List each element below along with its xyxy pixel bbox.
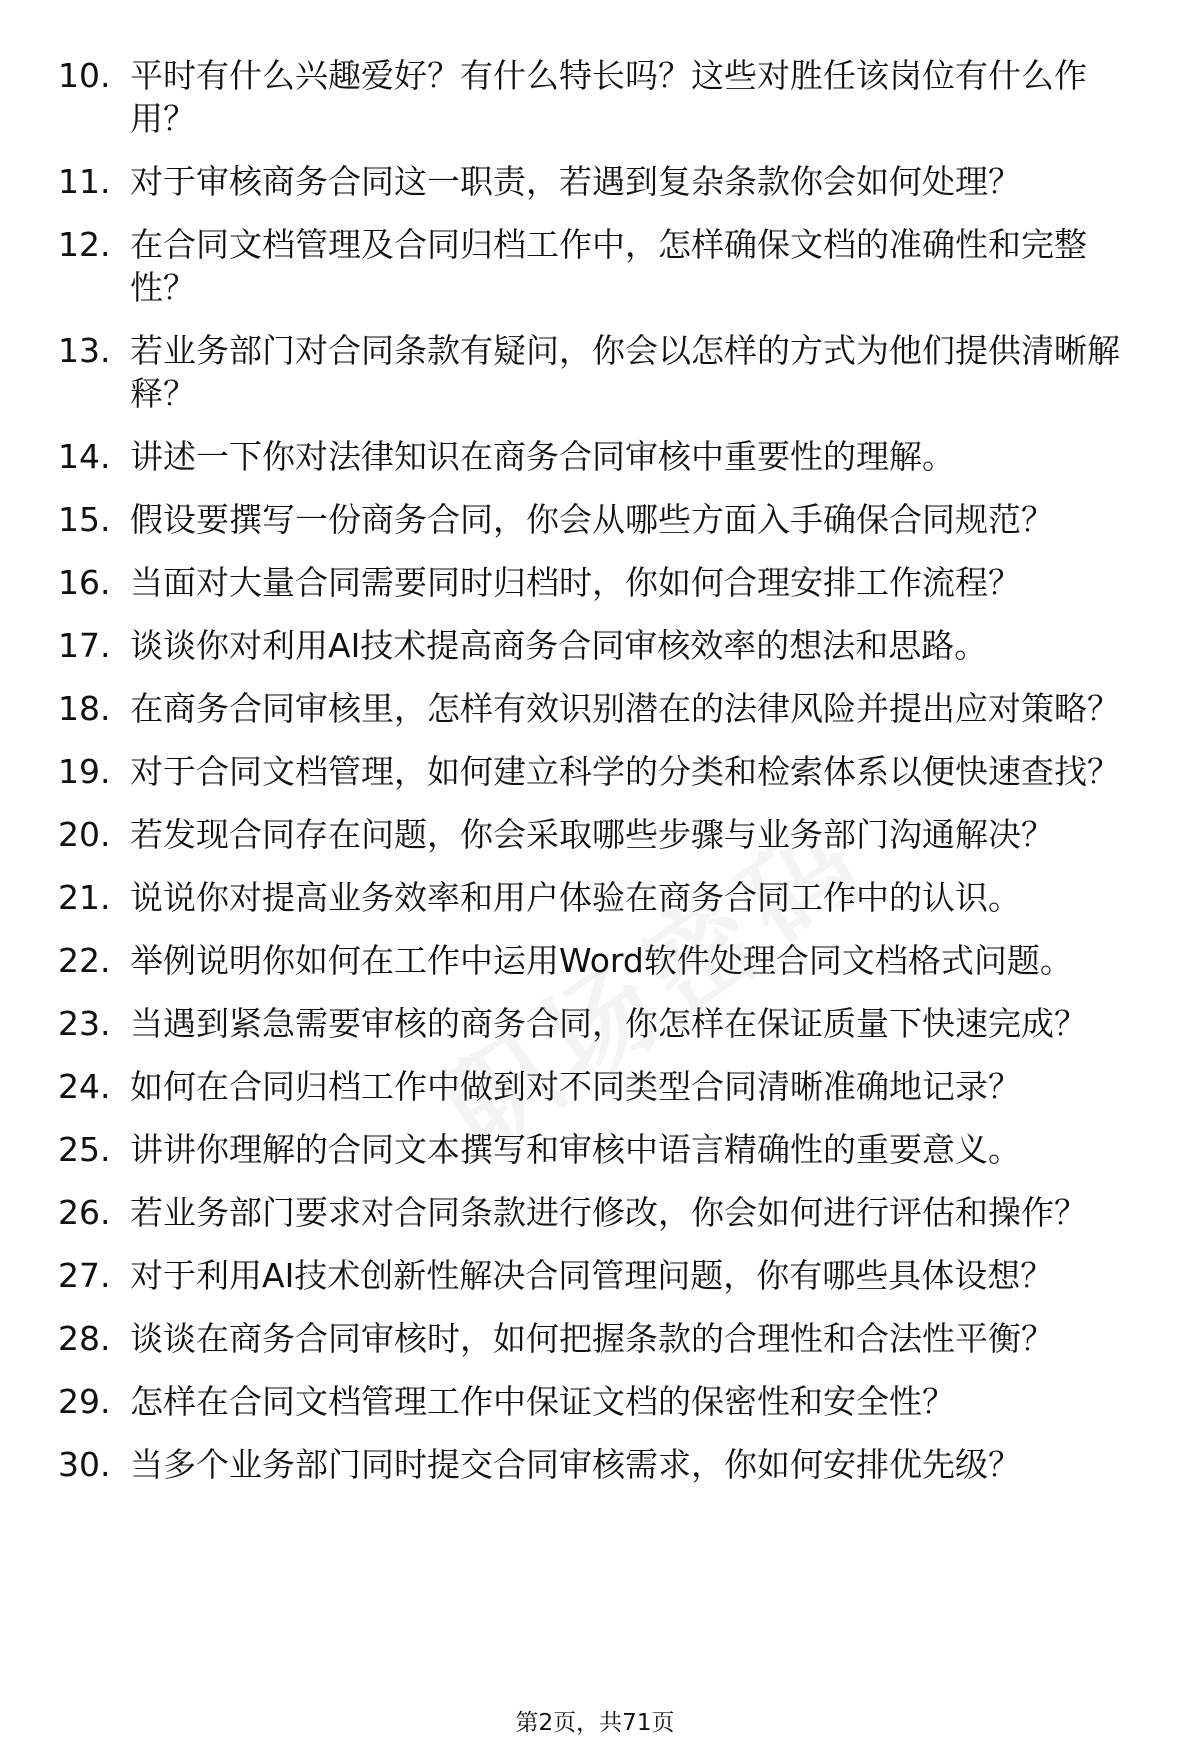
question-list bbox=[58, 54, 1148, 1506]
question-text: 谈谈在商务合同审核时，如何把握条款的合理性和合法性平衡？ bbox=[130, 1319, 1054, 1358]
question-number: 15. bbox=[58, 500, 111, 539]
question-number: 19. bbox=[58, 752, 111, 791]
question-item bbox=[58, 1128, 1148, 1171]
question-text: 若业务部门对合同条款有疑问，你会以怎样的方式为他们提供清晰解释？ bbox=[130, 331, 1120, 413]
question-text: 说说你对提高业务效率和用户体验在商务合同工作中的认识。 bbox=[130, 878, 1021, 917]
question-number: 16. bbox=[58, 563, 111, 602]
question-item bbox=[58, 223, 1148, 309]
question-text: 对于利用AI技术创新性解决合同管理问题，你有哪些具体设想？ bbox=[130, 1256, 1054, 1295]
question-number: 20. bbox=[58, 815, 111, 854]
question-number: 11. bbox=[58, 162, 111, 201]
question-item bbox=[58, 435, 1148, 478]
question-number: 25. bbox=[58, 1130, 111, 1169]
question-number: 28. bbox=[58, 1319, 111, 1358]
question-item bbox=[58, 498, 1148, 541]
question-number: 10. bbox=[58, 56, 111, 95]
question-number: 12. bbox=[58, 225, 111, 264]
question-number: 26. bbox=[58, 1193, 111, 1232]
question-number: 17. bbox=[58, 626, 111, 665]
question-text: 假设要撰写一份商务合同，你会从哪些方面入手确保合同规范？ bbox=[130, 500, 1054, 539]
question-text: 在合同文档管理及合同归档工作中，怎样确保文档的准确性和完整性？ bbox=[130, 225, 1087, 307]
question-item bbox=[58, 1443, 1148, 1486]
question-item bbox=[58, 54, 1148, 140]
question-item bbox=[58, 1065, 1148, 1108]
question-text: 若业务部门要求对合同条款进行修改，你会如何进行评估和操作？ bbox=[130, 1193, 1087, 1232]
question-text: 当面对大量合同需要同时归档时，你如何合理安排工作流程？ bbox=[130, 563, 1021, 602]
page-footer: 第2页，共71页 bbox=[515, 1710, 675, 1736]
question-item bbox=[58, 1254, 1148, 1297]
question-number: 27. bbox=[58, 1256, 111, 1295]
question-item bbox=[58, 1191, 1148, 1234]
question-text: 谈谈你对利用AI技术提高商务合同审核效率的想法和思路。 bbox=[130, 626, 988, 665]
question-text: 平时有什么兴趣爱好？有什么特长吗？这些对胜任该岗位有什么作用？ bbox=[130, 56, 1087, 138]
question-text: 如何在合同归档工作中做到对不同类型合同清晰准确地记录？ bbox=[130, 1067, 1021, 1106]
question-item bbox=[58, 1002, 1148, 1045]
question-number: 13. bbox=[58, 331, 111, 370]
question-text: 对于审核商务合同这一职责，若遇到复杂条款你会如何处理？ bbox=[130, 162, 1021, 201]
question-item bbox=[58, 1380, 1148, 1423]
question-number: 24. bbox=[58, 1067, 111, 1106]
question-text: 讲述一下你对法律知识在商务合同审核中重要性的理解。 bbox=[130, 437, 955, 476]
question-text: 当遇到紧急需要审核的商务合同，你怎样在保证质量下快速完成？ bbox=[130, 1004, 1087, 1043]
question-text: 讲讲你理解的合同文本撰写和审核中语言精确性的重要意义。 bbox=[130, 1130, 1021, 1169]
question-item bbox=[58, 939, 1148, 982]
question-item bbox=[58, 160, 1148, 203]
question-text: 在商务合同审核里，怎样有效识别潜在的法律风险并提出应对策略？ bbox=[130, 689, 1120, 728]
question-number: 18. bbox=[58, 689, 111, 728]
question-item bbox=[58, 813, 1148, 856]
question-text: 怎样在合同文档管理工作中保证文档的保密性和安全性？ bbox=[130, 1382, 955, 1421]
question-text: 若发现合同存在问题，你会采取哪些步骤与业务部门沟通解决？ bbox=[130, 815, 1054, 854]
question-item bbox=[58, 624, 1148, 667]
question-number: 21. bbox=[58, 878, 111, 917]
question-number: 14. bbox=[58, 437, 111, 476]
question-number: 30. bbox=[58, 1445, 111, 1484]
question-item bbox=[58, 687, 1148, 730]
question-item bbox=[58, 561, 1148, 604]
question-number: 22. bbox=[58, 941, 111, 980]
question-text: 当多个业务部门同时提交合同审核需求，你如何安排优先级？ bbox=[130, 1445, 1021, 1484]
question-text: 举例说明你如何在工作中运用Word软件处理合同文档格式问题。 bbox=[130, 941, 1073, 980]
question-item bbox=[58, 329, 1148, 415]
question-number: 29. bbox=[58, 1382, 111, 1421]
question-text: 对于合同文档管理，如何建立科学的分类和检索体系以便快速查找？ bbox=[130, 752, 1120, 791]
question-item bbox=[58, 750, 1148, 793]
question-item bbox=[58, 1317, 1148, 1360]
question-item bbox=[58, 876, 1148, 919]
question-number: 23. bbox=[58, 1004, 111, 1043]
